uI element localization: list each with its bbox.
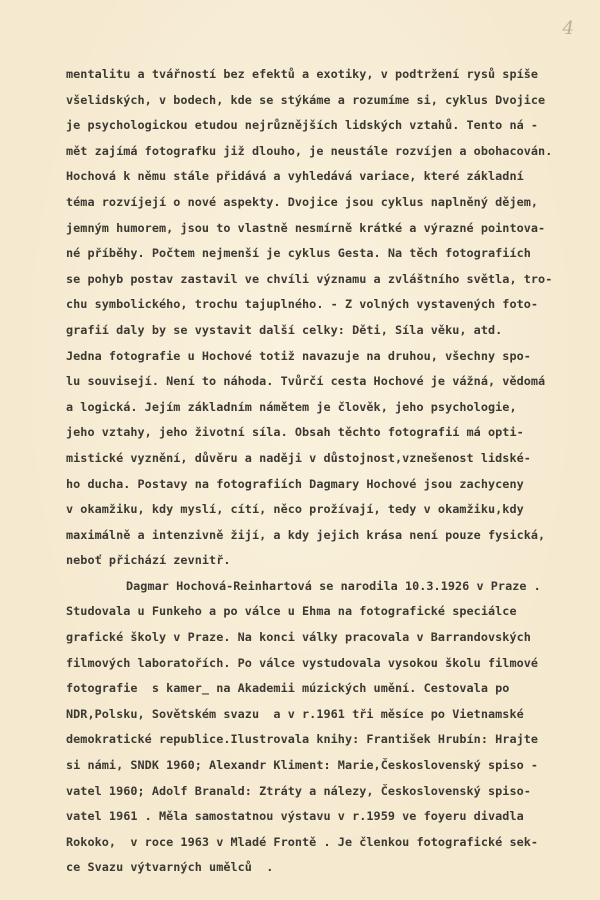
text-line: chu symbolického, trochu tajuplného. - Z volných vystavených foto- bbox=[66, 297, 539, 312]
text-line: NDR,Polsku, Sovětském svazu a v r.1961 tři měsíce po Vietnamské bbox=[66, 706, 524, 721]
text-line: fotografie s kamer_ na Akademii múzických umění. Cestovala po bbox=[66, 681, 510, 696]
text-line: všelidských, v bodech, kde se stýkáme a rozumíme si, cyklus Dvojice bbox=[66, 92, 546, 107]
text-line: a logická. Jejím základním námětem je člověk, jeho psychologie, bbox=[66, 399, 517, 414]
text-line: si námi, SNDK 1960; Alexandr Kliment: Marie,Československý spiso - bbox=[66, 758, 539, 773]
text-line: se pohyb postav zastavil ve chvíli významu a zvláštního světla, tro- bbox=[66, 271, 553, 286]
text-line: grafické školy v Praze. Na konci války pracovala v Barrandovských bbox=[66, 630, 531, 645]
text-line: Rokoko, v roce 1963 v Mladé Frontě . Je členkou fotografické sek- bbox=[66, 834, 539, 849]
text-line: Hochová k němu stále přidává a vyhledává variace, které základní bbox=[66, 169, 524, 184]
text-line: je psychologickou etudou nejrůznějších lidských vztahů. Tento ná - bbox=[66, 118, 539, 133]
text-line: ho ducha. Postavy na fotografiích Dagmary Hochové jsou zachyceny bbox=[66, 476, 524, 491]
text-line: vatel 1960; Adolf Branald: Ztráty a nálezy, Československý spiso- bbox=[66, 783, 531, 798]
text-line: demokratické republice.Ilustrovala knihy: František Hrubín: Hrajte bbox=[66, 732, 539, 747]
text-line: jemným humorem, jsou to vlastně nesmírně krátké a výrazné pointova- bbox=[66, 220, 546, 235]
text-line: lu souvisejí. Není to náhoda. Tvůrčí cesta Hochové je vážná, vědomá bbox=[66, 374, 546, 389]
document-body bbox=[66, 62, 586, 881]
text-line: jeho vztahy, jeho životní síla. Obsah těchto fotografií má opti- bbox=[66, 425, 524, 440]
text-line: Studovala u Funkeho a po válce u Ehma na fotografické speciálce bbox=[66, 604, 517, 619]
text-line: téma rozvíjejí o nové aspekty. Dvojice jsou cyklus naplněný dějem, bbox=[66, 194, 539, 209]
paragraph-biography bbox=[66, 574, 586, 881]
paragraph-photo-cycles bbox=[66, 62, 586, 574]
text-line: Dagmar Hochová-Reinhartová se narodila 10.3.1926 v Praze . bbox=[126, 578, 541, 593]
text-line: filmových laboratořích. Po válce vystudovala vysokou školu filmové bbox=[66, 655, 539, 670]
text-line: grafií daly by se vystavit další celky: Děti, Síla věku, atd. bbox=[66, 322, 503, 337]
text-line: ce Svazu výtvarných umělců . bbox=[66, 860, 274, 875]
text-line: né příběhy. Počtem nejmenší je cyklus Gesta. Na těch fotografiích bbox=[66, 246, 531, 261]
text-line: vatel 1961 . Měla samostatnou výstavu v r.1959 ve foyeru divadla bbox=[66, 809, 524, 824]
page-number: 4 bbox=[562, 18, 574, 39]
text-line: v okamžiku, kdy myslí, cítí, něco prožívají, tedy v okamžiku,kdy bbox=[66, 502, 524, 517]
text-line: neboť přichází zevnitř. bbox=[66, 553, 231, 568]
text-line: Jedna fotografie u Hochové totiž navazuje na druhou, všechny spo- bbox=[66, 348, 531, 363]
text-line: mět zajímá fotografku již dlouho, je neustále rozvíjen a obohacován. bbox=[66, 143, 553, 158]
text-line: maximálně a intenzivně žijí, a kdy jejich krása není pouze fysická, bbox=[66, 527, 546, 542]
text-line: mentalitu a tvářností bez efektů a exotiky, v podtržení rysů spíše bbox=[66, 67, 539, 81]
text-line: mistické vyznění, důvěru a naději v důstojnost,vznešenost lidské- bbox=[66, 450, 531, 465]
